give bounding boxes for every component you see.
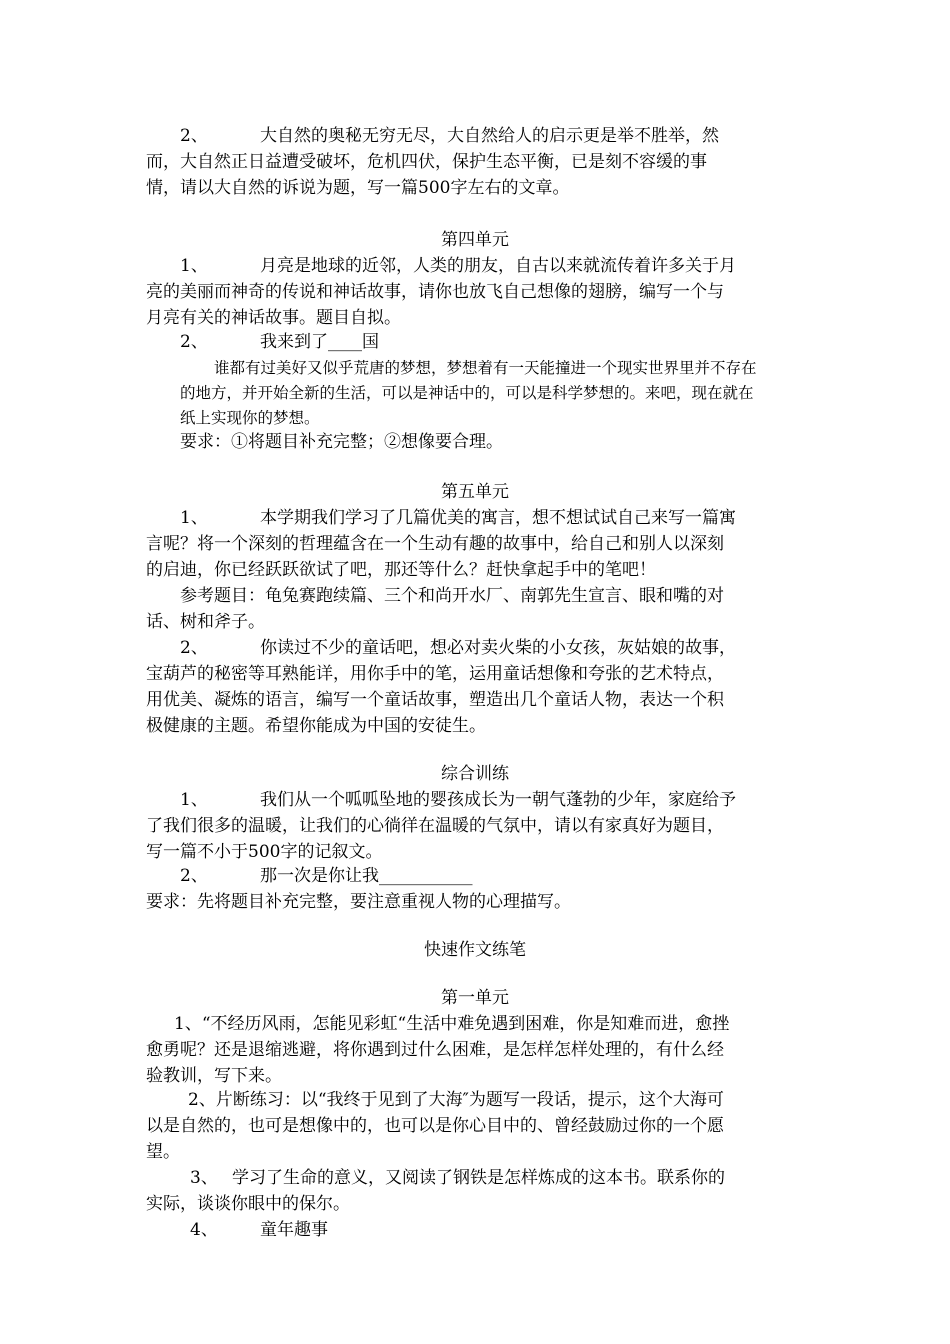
quick-item1-line-3: 验教训，写下来。 — [146, 1066, 282, 1086]
quick-item3-number: 3、 — [190, 1168, 218, 1188]
unit5-title: 第五单元 — [441, 482, 509, 502]
unit4-item2-desc-2: 的地方，并开始全新的生活，可以是神话中的，可以是科学梦想的。来吧，现在就在 — [180, 384, 754, 402]
unit5-reference-line-1: 参考题目：龟兔赛跑续篇、三个和尚开水厂、南郭先生宣言、眼和嘴的对 — [180, 586, 724, 606]
comp-item1-line-3: 写一篇不小于500字的记叙文。 — [146, 842, 383, 862]
quick-item2-line-3: 望。 — [146, 1142, 180, 1162]
unit4-item2-title: 我来到了____国 — [260, 332, 379, 352]
unit5-item2-number: 2、 — [180, 638, 208, 658]
quick-item1-line-1: 1、“不经历风雨，怎能见彩虹“生活中难免遇到困难，你是知难而进，愈挫 — [174, 1014, 730, 1034]
quick-heading: 快速作文练笔 — [424, 940, 526, 960]
unit4-title: 第四单元 — [441, 230, 509, 250]
comp-title: 综合训练 — [441, 764, 509, 784]
unit4-item2-number: 2、 — [180, 332, 208, 352]
unit5-item2-line-3: 用优美、凝炼的语言，编写一个童话故事，塑造出几个童话人物，表达一个积 — [146, 690, 724, 710]
unit5-item2-line-4: 极健康的主题。希望你能成为中国的安徒生。 — [146, 716, 486, 736]
quick-item3-line-2: 实际，谈谈你眼中的保尔。 — [146, 1194, 350, 1214]
comp-item2-number: 2、 — [180, 866, 208, 886]
quick-item3-text-1: 学习了生命的意义，又阅读了钢铁是怎样炼成的这本书。联系你的 — [232, 1168, 725, 1188]
unit5-reference-line-2: 话、树和斧子。 — [146, 612, 265, 632]
p2-line-3: 情，请以大自然的诉说为题，写一篇500字左右的文章。 — [146, 178, 570, 198]
quick-item2-line-2: 以是自然的，也可是想像中的，也可以是你心目中的、曾经鼓励过你的一个愿 — [146, 1116, 724, 1136]
comp-item1-text-1: 我们从一个呱呱坠地的婴孩成长为一朝气蓬勃的少年，家庭给予 — [260, 790, 736, 810]
p2-number: 2、 — [180, 126, 208, 146]
comp-item1-line-2: 了我们很多的温暖，让我们的心徜徉在温暖的气氛中，请以有家真好为题目， — [146, 816, 724, 836]
unit5-item1-line-3: 的启迪，你已经跃跃欲试了吧，那还等什么？赶快拿起手中的笔吧！ — [146, 560, 656, 580]
unit5-item1-line-2: 言呢？将一个深刻的哲理蕴含在一个生动有趣的故事中，给自己和别人以深刻 — [146, 534, 724, 554]
unit5-item1-text-1: 本学期我们学习了几篇优美的寓言，想不想试试自己来写一篇寓 — [260, 508, 736, 528]
unit4-item2-requirement: 要求：①将题目补充完整；②想像要合理。 — [180, 432, 503, 452]
unit4-item1-number: 1、 — [180, 256, 208, 276]
unit5-item1-number: 1、 — [180, 508, 208, 528]
quick-item4-title: 童年趣事 — [260, 1220, 328, 1240]
unit4-item1-text-1: 月亮是地球的近邻，人类的朋友，自古以来就流传着许多关于月 — [260, 256, 736, 276]
comp-item2-title: 那一次是你让我___________ — [260, 866, 473, 886]
quick-item4-number: 4、 — [190, 1220, 218, 1240]
comp-item2-requirement: 要求：先将题目补充完整，要注意重视人物的心理描写。 — [146, 892, 571, 912]
unit5-item2-line-2: 宝葫芦的秘密等耳熟能详，用你手中的笔，运用童话想像和夸张的艺术特点， — [146, 664, 724, 684]
quick-item1-line-2: 愈勇呢？还是退缩逃避，将你遇到过什么困难，是怎样怎样处理的，有什么经 — [146, 1040, 724, 1060]
unit5-item2-text-1: 你读过不少的童话吧，想必对卖火柴的小女孩，灰姑娘的故事， — [260, 638, 736, 658]
quick-unit1-title: 第一单元 — [441, 988, 509, 1008]
unit4-item2-desc-1: 谁都有过美好又似乎荒唐的梦想，梦想着有一天能撞进一个现实世界里并不存在 — [214, 359, 757, 377]
unit4-item1-line-3: 月亮有关的神话故事。题目自拟。 — [146, 308, 401, 328]
quick-item2-line-1: 2、片断练习：以“我终于见到了大海″为题写一段话，提示，这个大海可 — [188, 1090, 724, 1110]
p2-line-2: 而，大自然正日益遭受破坏，危机四伏，保护生态平衡，已是刻不容缓的事 — [146, 152, 707, 172]
unit4-item1-line-2: 亮的美丽而神奇的传说和神话故事，请你也放飞自己想像的翅膀，编写一个与 — [146, 282, 724, 302]
p2-text-1: 大自然的奥秘无穷无尽，大自然给人的启示更是举不胜举，然 — [260, 126, 719, 146]
comp-item1-number: 1、 — [180, 790, 208, 810]
unit4-item2-desc-3: 纸上实现你的梦想。 — [180, 409, 320, 427]
